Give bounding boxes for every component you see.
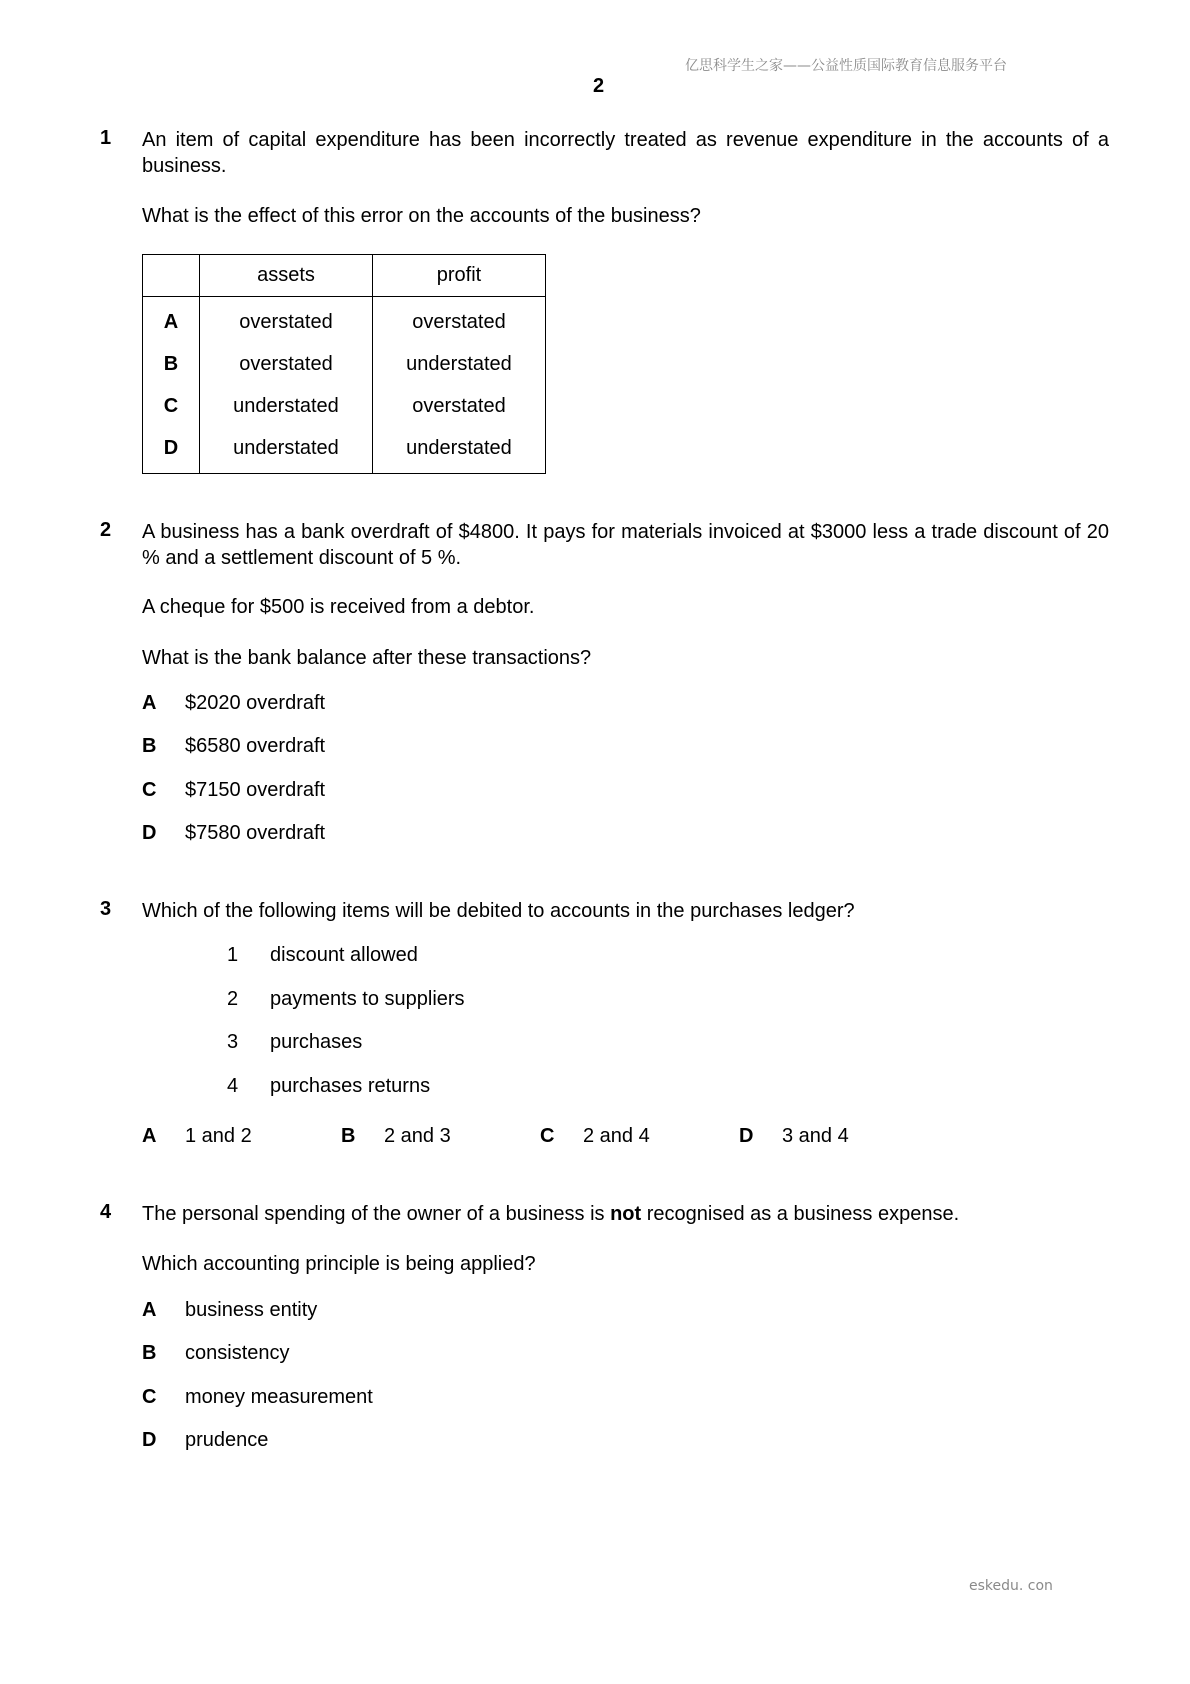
item-number: 1 bbox=[227, 944, 239, 966]
question-number: 3 bbox=[100, 898, 112, 920]
question-prompt: Which accounting principle is being applied? bbox=[142, 1253, 536, 1275]
option-text: $6580 overdraft bbox=[185, 735, 326, 757]
option-letter: C bbox=[142, 779, 157, 801]
item-text: purchases returns bbox=[270, 1075, 431, 1097]
option-text: business entity bbox=[185, 1299, 318, 1321]
option-letter: A bbox=[142, 1299, 157, 1321]
option-letter: B bbox=[142, 1342, 157, 1364]
table-cell-profit: understated bbox=[373, 427, 546, 474]
item-number: 3 bbox=[227, 1031, 239, 1053]
question-prompt: What is the bank balance after these transactions? bbox=[142, 647, 592, 669]
table-header-row bbox=[143, 255, 546, 297]
option-text: prudence bbox=[185, 1429, 269, 1451]
option-text: $2020 overdraft bbox=[185, 692, 326, 714]
stem-text: The personal spending of the owner of a business is bbox=[142, 1203, 611, 1225]
question-line: A cheque for $500 is received from a debtor. bbox=[142, 596, 535, 618]
option-letter: D bbox=[142, 822, 157, 844]
table-cell-assets: understated bbox=[200, 427, 373, 474]
table-row bbox=[143, 343, 546, 385]
item-number: 4 bbox=[227, 1075, 239, 1097]
question-prompt: What is the effect of this error on the accounts of the business? bbox=[142, 205, 701, 227]
option-text: 2 and 3 bbox=[384, 1125, 451, 1147]
item-text: purchases bbox=[270, 1031, 363, 1053]
question-number: 2 bbox=[100, 519, 112, 541]
watermark-footer: eskedu. con bbox=[969, 1578, 1053, 1594]
stem-emphasis: not bbox=[610, 1203, 642, 1225]
table-cell-profit: overstated bbox=[373, 297, 546, 344]
answer-table bbox=[142, 254, 546, 474]
question-stem: An item of capital expenditure has been incorrectly treated as revenue expenditure in the accounts of a business. bbox=[142, 129, 1109, 177]
option-letter: D bbox=[739, 1125, 754, 1147]
question-stem: Which of the following items will be debited to accounts in the purchases ledger? bbox=[142, 900, 855, 922]
option-text: consistency bbox=[185, 1342, 290, 1364]
table-row bbox=[143, 297, 546, 344]
table-row bbox=[143, 385, 546, 427]
option-letter: C bbox=[142, 1386, 157, 1408]
table-cell-assets: understated bbox=[200, 385, 373, 427]
option-letter: A bbox=[142, 1125, 157, 1147]
item-text: payments to suppliers bbox=[270, 988, 465, 1010]
table-cell-assets: overstated bbox=[200, 297, 373, 344]
option-text: 2 and 4 bbox=[583, 1125, 650, 1147]
option-text: 1 and 2 bbox=[185, 1125, 252, 1147]
table-row bbox=[143, 427, 546, 474]
option-letter: D bbox=[143, 427, 200, 474]
option-text: $7150 overdraft bbox=[185, 779, 326, 801]
option-letter: D bbox=[142, 1429, 157, 1451]
option-text: 3 and 4 bbox=[782, 1125, 849, 1147]
watermark-header: 亿思科学生之家——公益性质国际教育信息服务平台 bbox=[685, 58, 1007, 74]
question-stem: A business has a bank overdraft of $4800. It pays for materials invoiced at $3000 less a trade discount of 20 % and a settlement discount of 5 %. bbox=[142, 521, 1109, 569]
item-text: discount allowed bbox=[270, 944, 418, 966]
option-letter: B bbox=[341, 1125, 356, 1147]
table-cell-profit: understated bbox=[373, 343, 546, 385]
question-stem bbox=[142, 1201, 959, 1227]
option-text: money measurement bbox=[185, 1386, 373, 1408]
table-cell-assets: overstated bbox=[200, 343, 373, 385]
table-header-cell: assets bbox=[200, 255, 373, 297]
table-header-cell bbox=[143, 255, 200, 297]
option-letter: C bbox=[143, 385, 200, 427]
table-cell-profit: overstated bbox=[373, 385, 546, 427]
option-letter: B bbox=[143, 343, 200, 385]
option-letter: B bbox=[142, 735, 157, 757]
question-number: 1 bbox=[100, 127, 112, 149]
option-letter: A bbox=[142, 692, 157, 714]
option-text: $7580 overdraft bbox=[185, 822, 326, 844]
stem-text: recognised as a business expense. bbox=[641, 1203, 960, 1225]
option-letter: C bbox=[540, 1125, 555, 1147]
option-letter: A bbox=[143, 297, 200, 344]
table-header-cell: profit bbox=[373, 255, 546, 297]
question-number: 4 bbox=[100, 1201, 112, 1223]
item-number: 2 bbox=[227, 988, 239, 1010]
page-number: 2 bbox=[593, 75, 605, 97]
